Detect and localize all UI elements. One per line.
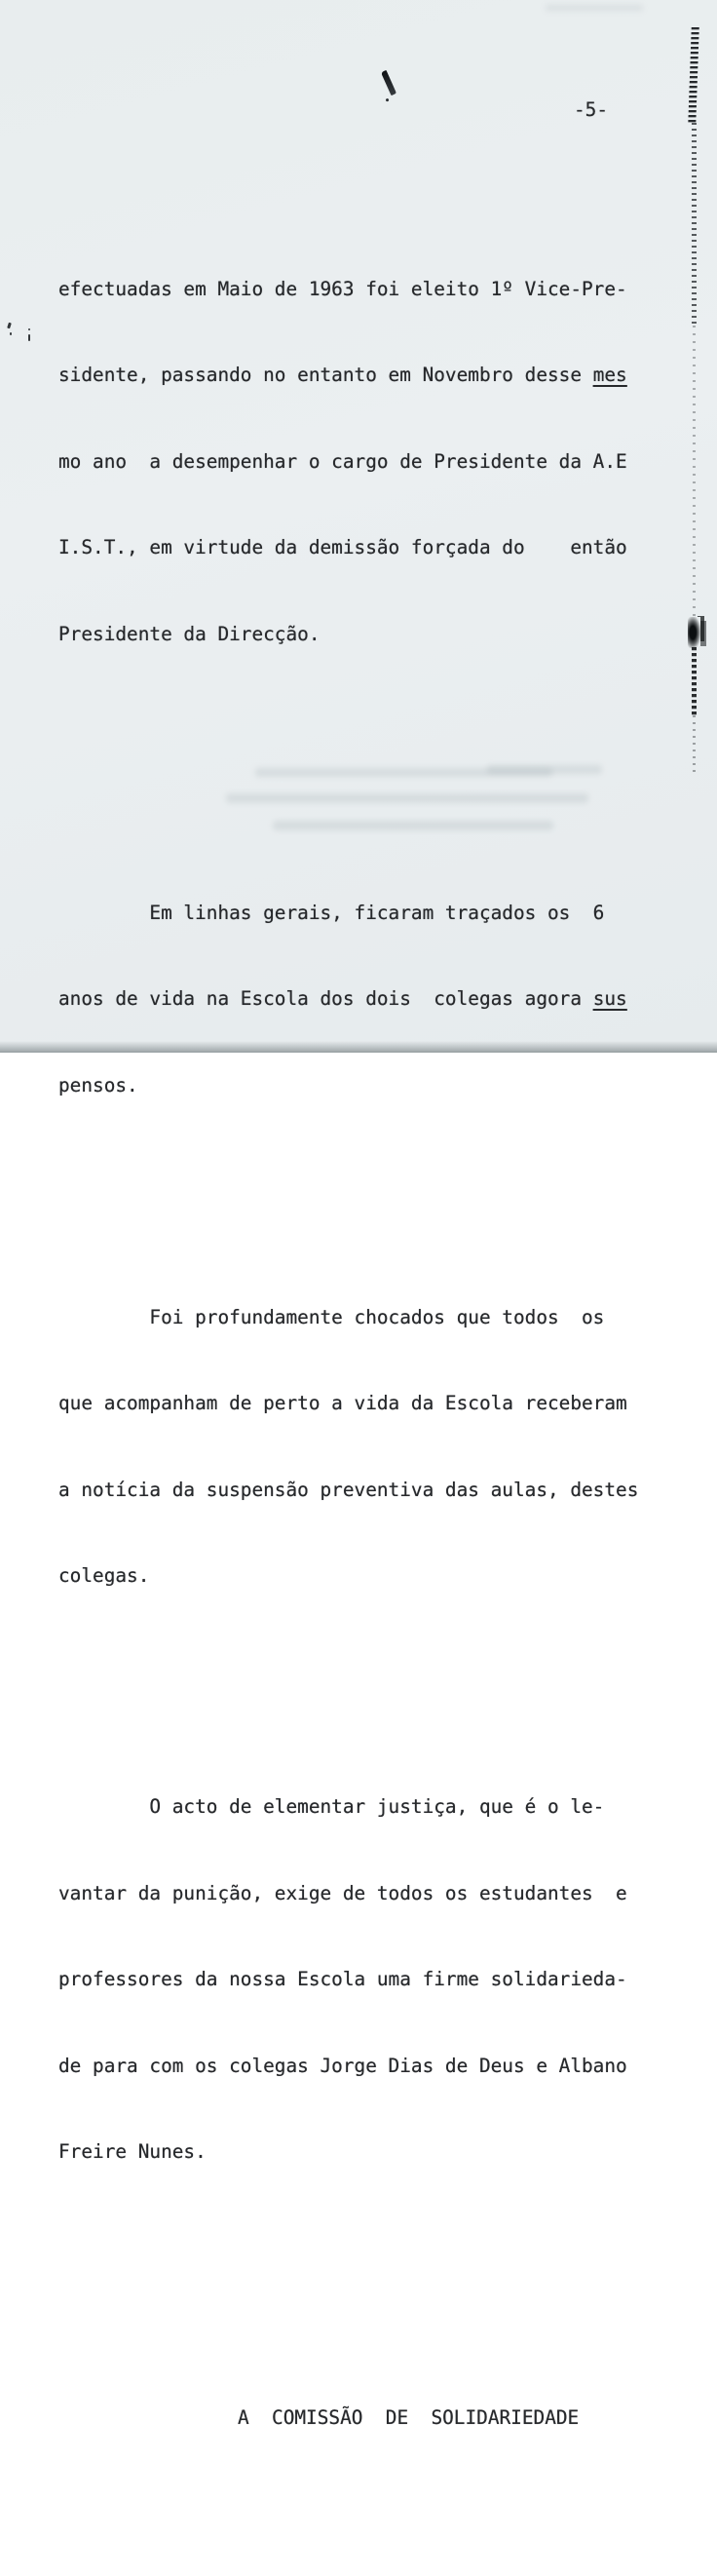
paragraph-1 <box>58 217 682 707</box>
binding-marks <box>688 27 705 778</box>
text-line <box>58 984 682 1014</box>
ghost-bleed-line <box>226 793 588 803</box>
text-line: Em linhas gerais, ficaram traçados os 6 <box>58 901 605 924</box>
text-line: efectuadas em Maio de 1963 foi eleito 1º Vice-Pre- <box>58 277 627 300</box>
binding-mark-segment <box>693 715 696 774</box>
ghost-bleed-line <box>487 765 602 774</box>
page-number: -5- <box>574 98 609 121</box>
paragraph-3 <box>58 1246 682 1648</box>
margin-speck <box>10 332 12 335</box>
ghost-bleed-line <box>273 821 553 830</box>
ink-blob <box>688 617 700 648</box>
text-line: a notícia da suspensão preventiva das aulas, destes <box>58 1478 639 1501</box>
binding-mark-segment <box>688 27 698 125</box>
text-line: Freire Nunes. <box>58 2140 207 2163</box>
paragraph-2 <box>58 841 682 1158</box>
pen-stroke-mark <box>381 70 396 96</box>
bottom-edge-shadow <box>0 1041 717 1053</box>
text-segment: anos de vida na Escola dos dois colegas agora <box>58 987 593 1010</box>
text-line: pensos. <box>58 1073 138 1096</box>
text-line: Foi profundamente chocados que todos os <box>58 1305 605 1328</box>
binding-mark-segment <box>693 326 696 618</box>
paragraph-4 <box>58 1735 682 2224</box>
margin-speck <box>7 323 12 329</box>
text-line: vantar da punição, exige de todos os estudantes e <box>58 1881 627 1904</box>
margin-speck <box>28 334 30 341</box>
document-body <box>58 131 682 2576</box>
text-line: Presidente da Direcção. <box>58 622 321 645</box>
underlined-syllable: sus <box>592 987 627 1010</box>
text-line: colegas. <box>58 1564 150 1587</box>
text-line: O acto de elementar justiça, que é o le- <box>58 1795 605 1818</box>
binding-mark-segment <box>692 647 697 715</box>
underlined-syllable: mes <box>592 364 627 386</box>
text-segment: sidente, passando no entanto em Novembro desse <box>58 364 593 386</box>
text-line: I.S.T., em virtude da demissão forçada do então <box>58 536 627 558</box>
signature-line <box>58 2346 682 2490</box>
text-line <box>58 361 682 390</box>
pen-ink-dot <box>386 98 390 102</box>
binding-mark-segment <box>692 123 697 326</box>
text-line: professores da nossa Escola uma firme solidarieda- <box>58 1968 627 1990</box>
top-smudge <box>546 5 643 11</box>
margin-speck <box>28 328 30 330</box>
text-line: que acompanham de perto a vida da Escola receberam <box>58 1392 627 1414</box>
text-line: de para com os colegas Jorge Dias de Deus e Albano <box>58 2054 627 2077</box>
text-line: A COMISSÃO DE SOLIDARIEDADE <box>238 2406 580 2429</box>
text-line: mo ano a desempenhar o cargo de Presidente da A.E <box>58 449 627 473</box>
